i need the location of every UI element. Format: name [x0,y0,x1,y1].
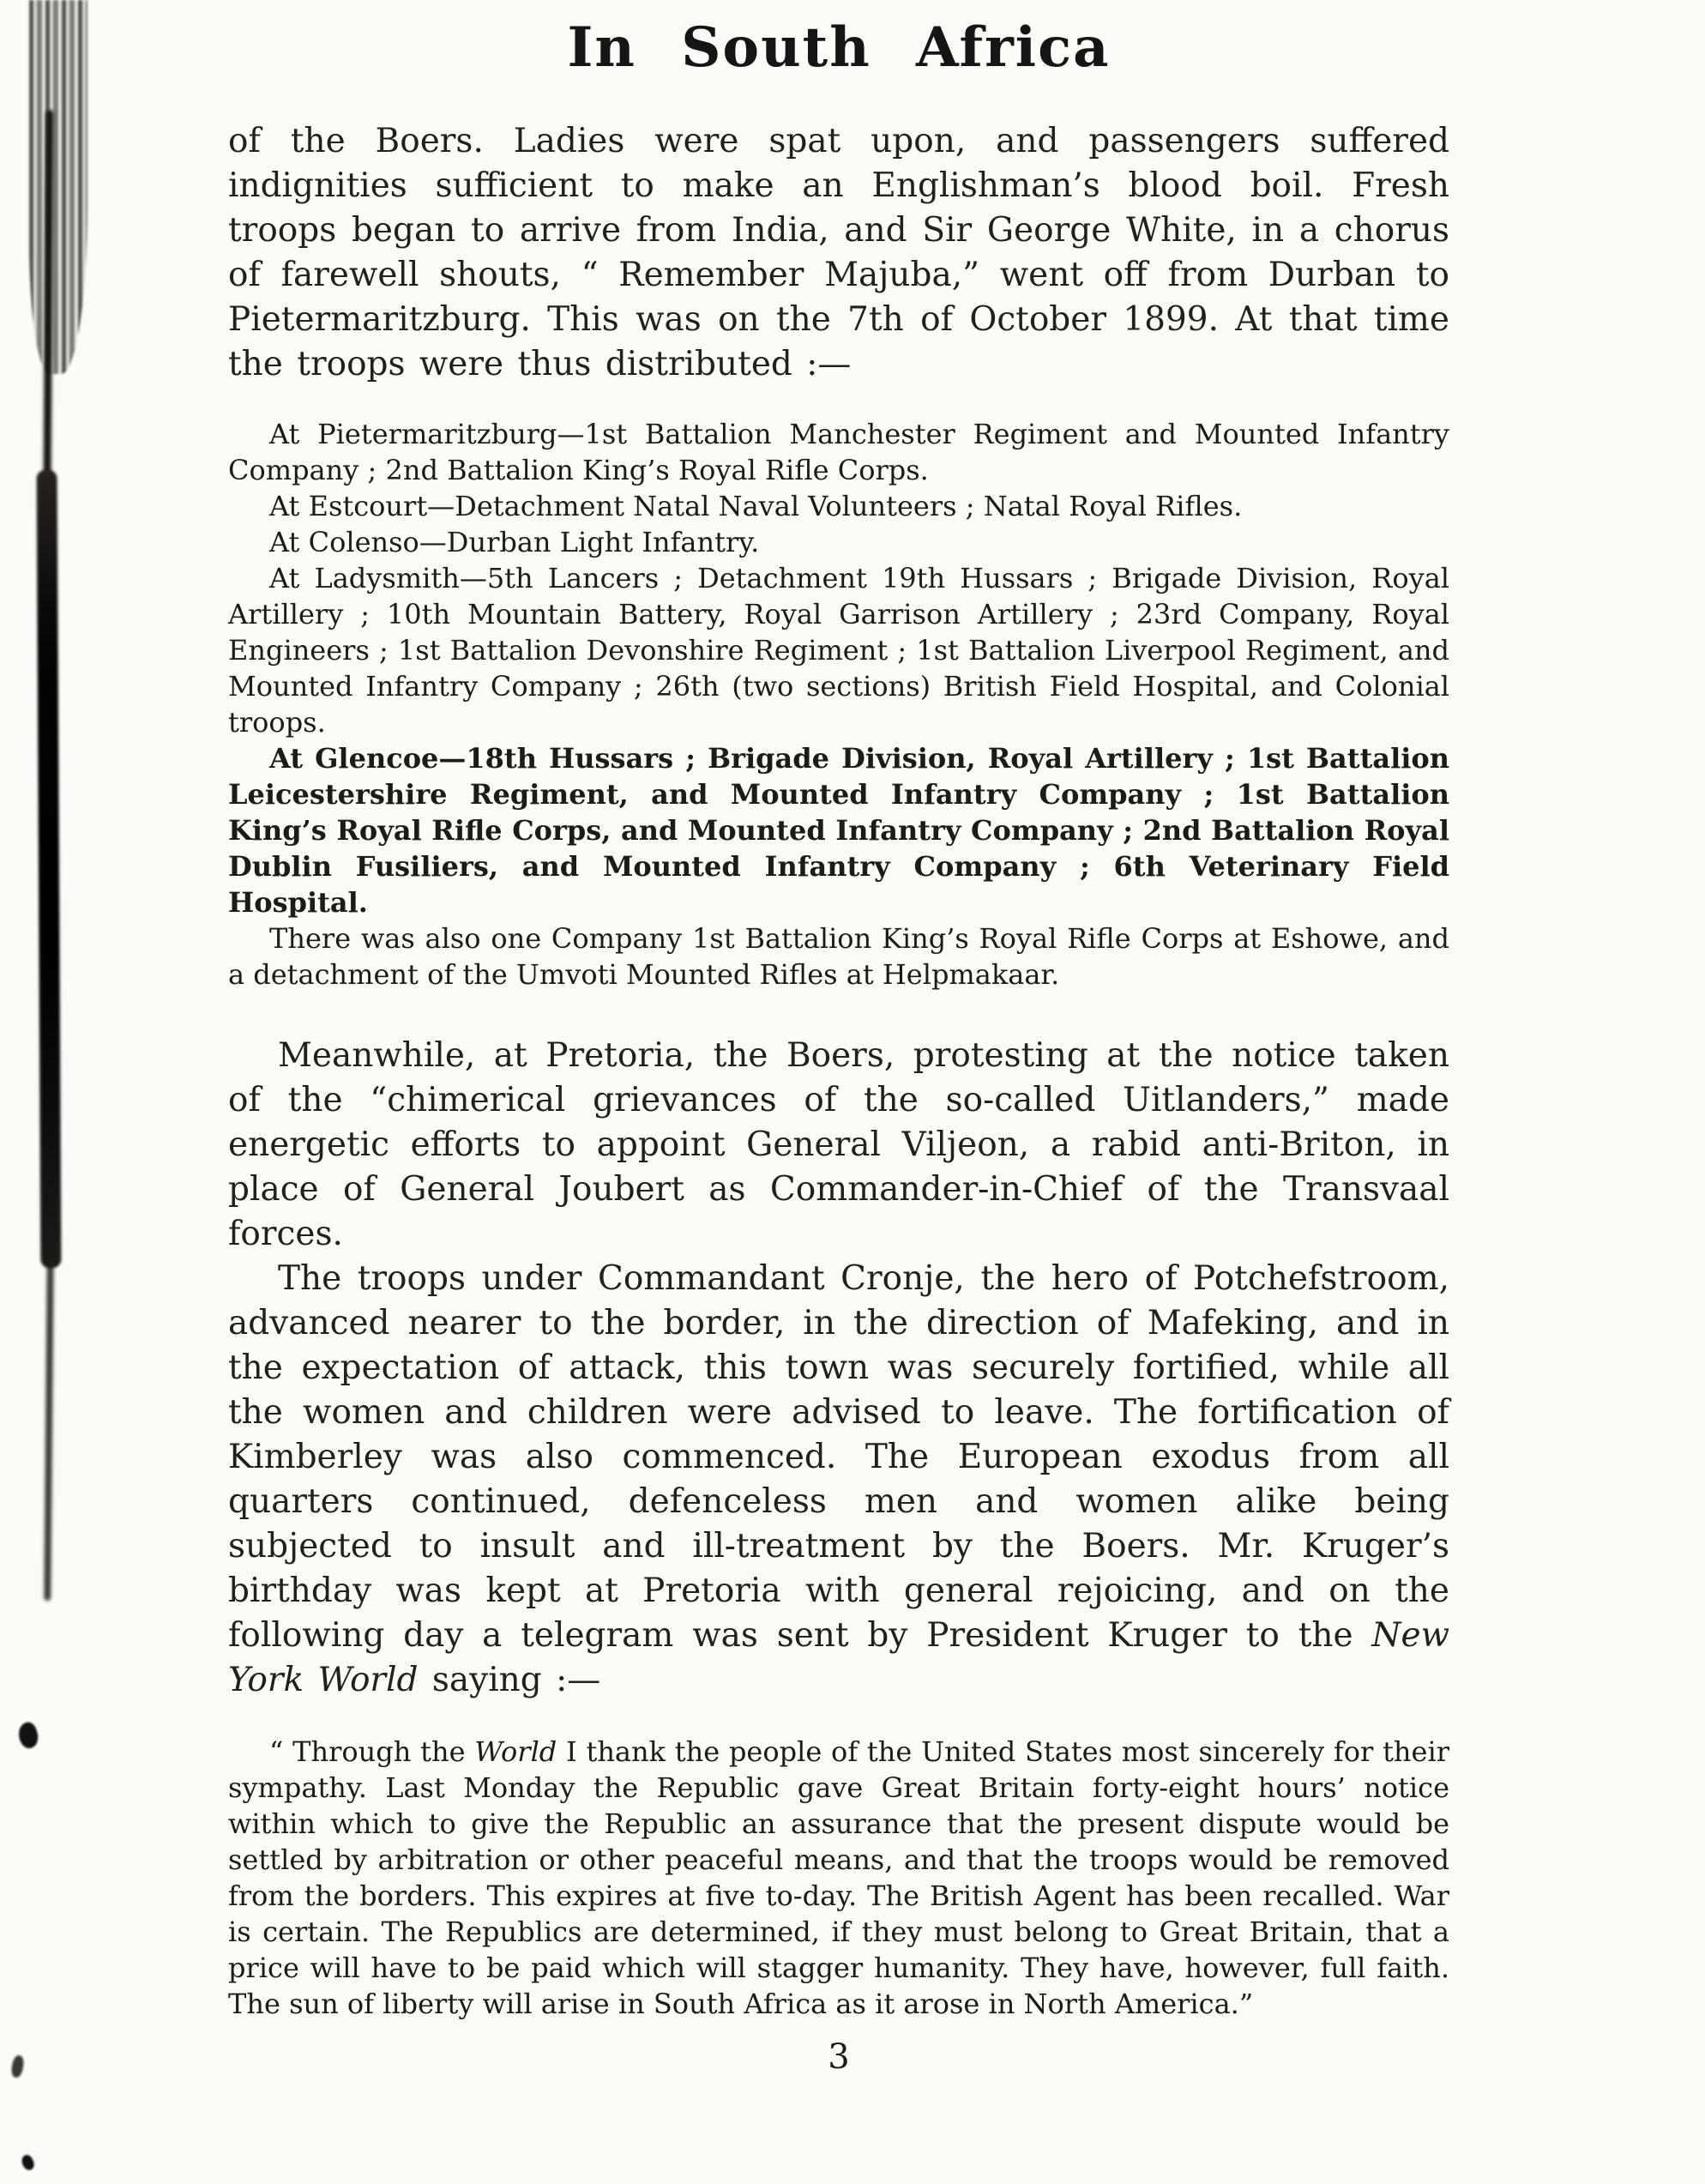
meanwhile-paragraph: Meanwhile, at Pretoria, the Boers, protesting at the notice taken of the “chimerical grievances of the so-called Uitlanders,” made energetic efforts to appoint General Viljeon, a rabid anti-Briton, in place of General Joubert as Commander-in-Chief of the Transvaal forces. [228,1036,1449,1253]
troop-list-item: At Colenso—Durban Light Infantry. [269,526,760,558]
page-title: In South Africa [567,15,1111,80]
page-number: 3 [828,2037,850,2077]
troop-distribution-list [228,416,1449,992]
cronje-paragraph-text: The troops under Commandant Cronje, the hero of Potchefstroom, advanced nearer to the border, in the direction of Mafeking, and in the expectation of attack, this town was securely fortified, while all the women and children were advised to leave. The fortification of Kimberley was also commenced. The European exodus from all quarters continued, defenceless men and women alike being subjected to insult and ill-treatment by the Boers. Mr. Kruger’s birthday was kept at Pretoria with general rejoicing, and on the following day a telegram was sent by President Kruger to the [228,1259,1449,1655]
troop-list-item: At Estcourt—Detachment Natal Naval Volunteers ; Natal Royal Rifles. [269,490,1243,522]
scan-artifact-bar [37,470,62,1268]
scan-artifact-mark [20,2153,36,2172]
cronje-paragraph [228,1257,1449,1703]
intro-paragraph: of the Boers. Ladies were spat upon, and passengers suffered indignities sufficient to make an Englishman’s blood boil. Fresh troops began to arrive from India, and Sir George White, in a chorus of farewell shouts, “ Remember Majuba,” went off from Durban to Pietermaritzburg. This was on the 7th of October 1899. At that time the troops were thus distributed :— [228,122,1449,383]
scan-artifact-line [43,110,53,487]
troop-list-item: At Glencoe—18th Hussars ; Brigade Division, Royal Artillery ; 1st Battalion Leicestershire Regiment, and Mounted Infantry Company ; 1st Battalion King’s Royal Rifle Corps, and Mounted Infantry Company ; 2nd Battalion Royal Dublin Fusiliers, and Mounted Infantry Company ; 6th Veterinary Field Hospital. [228,742,1449,919]
scan-artifact-mark [10,2054,25,2078]
troop-list-item: At Pietermaritzburg—1st Battalion Manchester Regiment and Mounted Infantry Company ; 2nd Battalion King’s Royal Rifle Corps. [228,418,1449,486]
scan-artifact-line [44,1258,53,1601]
newspaper-name: New York World [228,1616,1449,1699]
cronje-paragraph-tail: saying :— [418,1661,601,1699]
troop-list-item: At Ladysmith—5th Lancers ; Detachment 19th Hussars ; Brigade Division, Royal Artillery ; 10th Mountain Battery, Royal Garrison Artillery ; 23rd Company, Royal Engineers ; 1st Battalion Devonshire Regiment ; 1st Battalion Liverpool Regiment, and Mounted Infantry Company ; 26th (two sections) British Field Hospital, and Colonial troops. [228,562,1449,739]
page-content [228,10,1449,2077]
scan-artifact-texture [29,0,87,374]
telegram-quote [228,1734,1449,2022]
quote-text: “ Through the [269,1735,475,1768]
quote-text-tail: I thank the people of the United States most sincerely for their sympathy. Last Monday the Republic gave Great Britain forty-eight hours’ notice within which to give the Republic an assurance that the present dispute would be settled by arbitration or other peaceful means, and that the troops would be removed from the borders. This expires at five to-day. The British Agent has been recalled. War is certain. The Republics are determined, if they must belong to Great Britain, that a price will have to be paid which will stagger humanity. They have, however, full faith. The sun of liberty will arise in South Africa as it arose in North America.” [228,1735,1449,2020]
scan-artifact-mark [15,1720,41,1750]
newspaper-name: World [474,1735,557,1768]
troop-list-item: There was also one Company 1st Battalion King’s Royal Rifle Corps at Eshowe, and a detachment of the Umvoti Mounted Rifles at Helpmakaar. [228,922,1449,991]
